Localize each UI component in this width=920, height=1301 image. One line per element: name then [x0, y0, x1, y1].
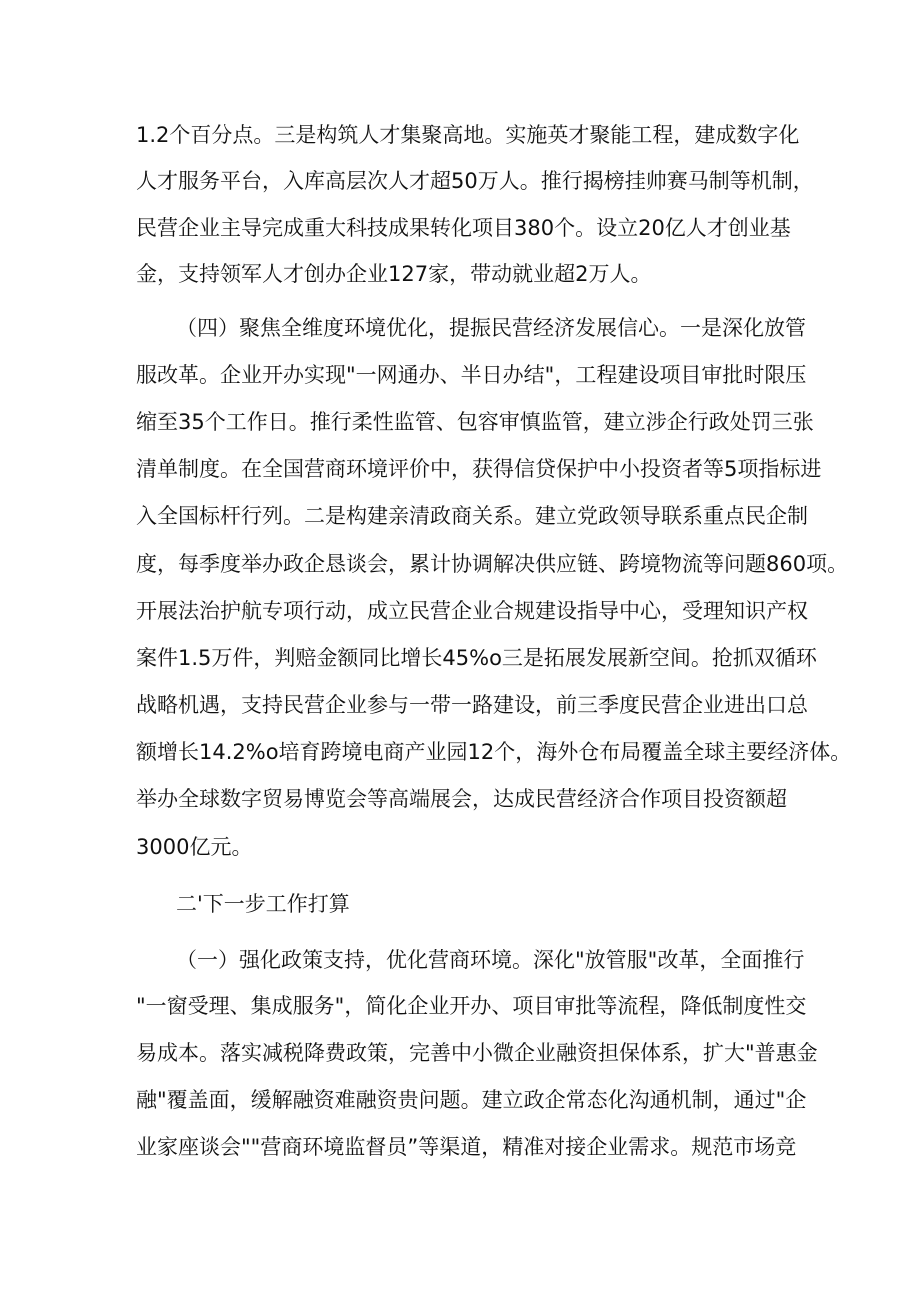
text-line: 业家座谈会""营商环境监督员”等渠道，精准对接企业需求。规范市场竞 — [136, 1135, 797, 1159]
text-line: （四）聚焦全维度环境优化，提振民营经济发展信心。一是深化放管 — [176, 316, 806, 340]
section-heading: 二'下一步工作打算 — [176, 892, 350, 916]
text-line: 举办全球数字贸易博览会等高端展会，达成民营经济合作项目投资额超 — [136, 787, 787, 811]
text-line: "一窗受理、集成服务"，简化企业开办、项目审批等流程，降低制度性交 — [136, 994, 807, 1018]
text-line: 开展法治护航专项行动，成立民营企业合规建设指导中心，受理知识产权 — [136, 599, 808, 623]
text-line: 服改革。企业开办实现"一网通办、半日办结"，工程建设项目审批时限压 — [136, 363, 807, 387]
text-line: （一）强化政策支持，优化营商环境。深化"放管服"改革，全面推行 — [176, 948, 805, 972]
text-line: 额增长14.2%o培育跨境电商产业园12个，海外仓布局覆盖全球主要经济体。 — [136, 740, 852, 764]
text-line: 清单制度。在全国营商环境评价中，获得信贷保护中小投资者等5项指标进 — [136, 457, 822, 481]
text-line: 民营企业主导完成重大科技成果转化项目380个。设立20亿人才创业基 — [136, 216, 791, 240]
text-line: 1.2个百分点。三是构筑人才集聚高地。实施英才聚能工程，建成数字化 — [136, 123, 800, 147]
text-line: 3000亿元。 — [136, 835, 253, 859]
text-line: 融"覆盖面，缓解融资难融资贵问题。建立政企常态化沟通机制，通过"企 — [136, 1088, 807, 1112]
text-line: 入全国标杆行列。二是构建亲清政商关系。建立党政领导联系重点民企制 — [136, 504, 808, 528]
text-line: 缩至35个工作日。推行柔性监管、包容审慎监管，建立涉企行政处罚三张 — [136, 410, 814, 434]
text-line: 金，支持领军人才创办企业127家，带动就业超2万人。 — [136, 262, 652, 286]
text-line: 易成本。落实减税降费政策，完善中小微企业融资担保体系，扩大"普惠金 — [136, 1041, 818, 1065]
text-line: 度，每季度举办政企恳谈会，累计协调解决供应链、跨境物流等问题860项。 — [136, 552, 849, 576]
text-line: 案件1.5万件，判赔金额同比增长45%o三是拓展发展新空间。抢抓双循环 — [136, 646, 817, 670]
text-line: 战略机遇，支持民营企业参与一带一路建设，前三季度民营企业进出口总 — [136, 693, 808, 717]
text-line: 人才服务平台，入库高层次人才超50万人。推行揭榜挂帅赛马制等机制， — [136, 169, 814, 193]
